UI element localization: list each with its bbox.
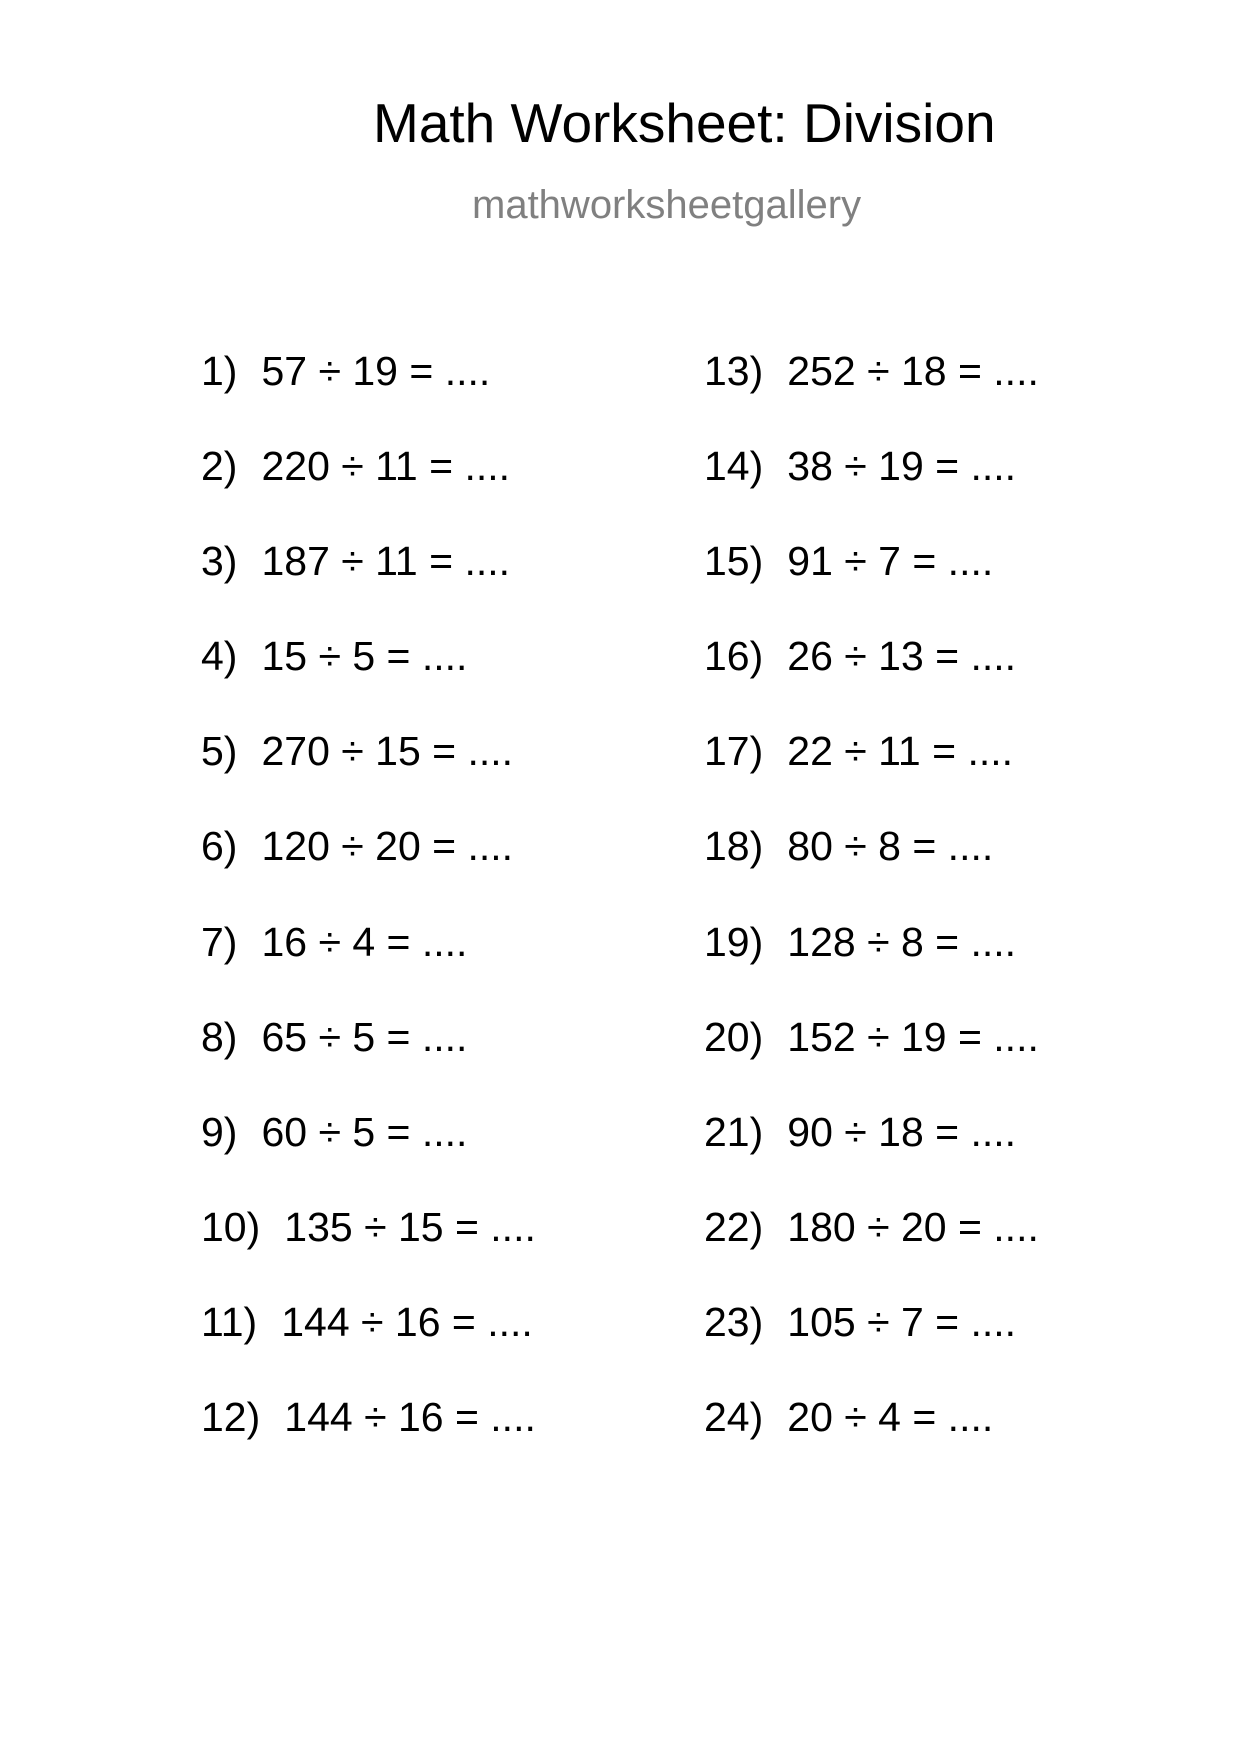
problem-expression: 252 ÷ 18 = ....: [787, 348, 1039, 394]
problem-2: [201, 443, 536, 541]
problem-number: 18): [704, 823, 764, 870]
problem-17: [704, 728, 1039, 826]
problem-expression: 120 ÷ 20 = ....: [261, 823, 514, 870]
problem-expression: 187 ÷ 11 = ....: [261, 538, 511, 585]
problem-11: [201, 1298, 536, 1397]
problem-expression: 91 ÷ 7 = ....: [787, 538, 994, 585]
problem-number: 19): [704, 918, 764, 965]
problem-expression: 26 ÷ 13 = ....: [787, 633, 1017, 680]
problem-expression: 15 ÷ 5 = ....: [261, 633, 468, 680]
problem-expression: 270 ÷ 15 = ....: [261, 728, 514, 775]
problem-22: [704, 1203, 1039, 1302]
problem-number: 4): [201, 633, 238, 680]
problem-number: 13): [704, 348, 764, 394]
problem-expression: 20 ÷ 4 = ....: [787, 1394, 994, 1441]
problem-number: 6): [201, 823, 238, 870]
problem-13: [704, 348, 1039, 446]
problem-column-left: [201, 348, 536, 1492]
problem-21: [704, 1108, 1039, 1207]
problem-12: [201, 1394, 536, 1492]
problem-23: [704, 1298, 1039, 1397]
problem-8: [201, 1013, 536, 1112]
problem-number: 22): [704, 1203, 764, 1250]
problem-15: [704, 538, 1039, 636]
problem-number: 10): [201, 1203, 261, 1250]
problem-column-right: [704, 348, 1039, 1492]
problem-number: 8): [201, 1013, 238, 1060]
problem-number: 3): [201, 538, 238, 585]
problem-expression: 105 ÷ 7 = ....: [787, 1298, 1017, 1345]
problem-4: [201, 633, 536, 731]
problem-expression: 57 ÷ 19 = ....: [261, 348, 491, 394]
problem-10: [201, 1203, 536, 1302]
page-title: Math Worksheet: Division: [373, 92, 996, 154]
problem-expression: 22 ÷ 11 = ....: [787, 728, 1014, 775]
problem-number: 17): [704, 728, 764, 775]
problem-5: [201, 728, 536, 826]
problem-number: 5): [201, 728, 238, 775]
problem-expression: 90 ÷ 18 = ....: [787, 1108, 1017, 1155]
problem-1: [201, 348, 536, 446]
problem-number: 21): [704, 1108, 764, 1155]
problem-expression: 220 ÷ 11 = ....: [261, 443, 511, 490]
problem-expression: 38 ÷ 19 = ....: [787, 443, 1017, 490]
problem-24: [704, 1394, 1039, 1492]
problem-7: [201, 918, 536, 1017]
problem-expression: 180 ÷ 20 = ....: [787, 1203, 1039, 1250]
problem-number: 14): [704, 443, 764, 490]
problem-6: [201, 823, 536, 921]
problem-number: 16): [704, 633, 764, 680]
problem-18: [704, 823, 1039, 921]
problem-19: [704, 918, 1039, 1017]
problem-number: 2): [201, 443, 238, 490]
problem-number: 7): [201, 918, 238, 965]
problem-number: 15): [704, 538, 764, 585]
problem-16: [704, 633, 1039, 731]
problem-9: [201, 1108, 536, 1207]
problem-3: [201, 538, 536, 636]
problem-expression: 16 ÷ 4 = ....: [261, 918, 468, 965]
problem-expression: 60 ÷ 5 = ....: [261, 1108, 468, 1155]
problem-expression: 128 ÷ 8 = ....: [787, 918, 1017, 965]
problem-20: [704, 1013, 1039, 1112]
problem-expression: 135 ÷ 15 = ....: [284, 1203, 536, 1250]
problem-number: 1): [201, 348, 238, 394]
problem-number: 24): [704, 1394, 764, 1441]
problem-expression: 144 ÷ 16 = ....: [284, 1394, 536, 1441]
problem-expression: 144 ÷ 16 = ....: [281, 1298, 533, 1345]
problem-14: [704, 443, 1039, 541]
problem-expression: 80 ÷ 8 = ....: [787, 823, 994, 870]
problem-number: 11): [201, 1298, 258, 1345]
problem-number: 23): [704, 1298, 764, 1345]
problem-number: 9): [201, 1108, 238, 1155]
page-subtitle: mathworksheetgallery: [472, 183, 862, 227]
problem-number: 12): [201, 1394, 261, 1441]
problem-number: 20): [704, 1013, 764, 1060]
problem-expression: 65 ÷ 5 = ....: [261, 1013, 468, 1060]
problem-expression: 152 ÷ 19 = ....: [787, 1013, 1039, 1060]
